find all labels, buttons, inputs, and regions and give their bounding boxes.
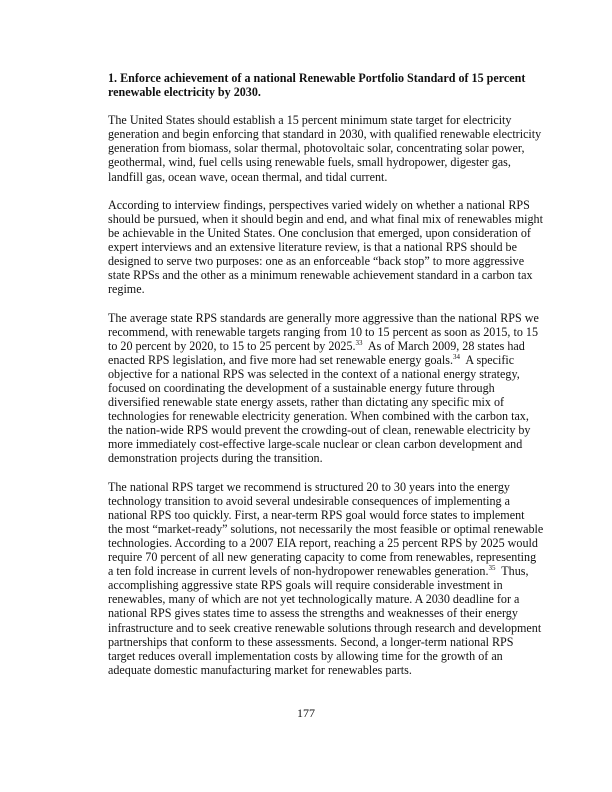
text-line: focused on coordinating the development of a sustainable energy future through xyxy=(108,380,495,395)
paragraph-national-rps-timing xyxy=(108,480,548,677)
text-line: more immediately cost-effective large-scale nuclear or clean carbon development and xyxy=(108,437,523,452)
text-line: The average state RPS standards are generally more aggressive than the national RPS we xyxy=(108,310,539,325)
text-line: national RPS too quickly. First, a near-term RPS goal would force states to implement xyxy=(108,507,525,522)
text-line: require 70 percent of all new generating capacity to come from renewables, representing xyxy=(108,550,537,565)
text-line: recommend, with renewable targets ranging from 10 to 15 percent as soon as 2015, to 15 xyxy=(108,324,539,339)
text-line: geothermal, wind, fuel cells using renewable fuels, small hydropower, digester gas, xyxy=(108,155,511,170)
paragraph-rps-target xyxy=(108,113,548,183)
footnote-ref-35[interactable]: 35 xyxy=(488,564,496,573)
text-line: technology transition to avoid several undesirable consequences of implementing a xyxy=(108,493,510,508)
text-line: regime. xyxy=(108,282,145,297)
text-line: the most “market-ready” solutions, not necessarily the most feasible or optimal renewable xyxy=(108,521,544,536)
text-line: enacted RPS legislation, and five more had set renewable energy goals.$^{34}$ A specific xyxy=(108,352,515,367)
page-body xyxy=(108,71,548,691)
text-line: infrastructure and to seek creative renewable solutions through research and development xyxy=(108,620,542,635)
text-line: should be pursued, when it should begin and end, and what final mix of renewables might xyxy=(108,211,543,226)
text-line: objective for a national RPS was selected in the context of a national energy strategy, xyxy=(108,366,520,381)
footnote-ref-33[interactable]: 33 xyxy=(355,338,363,347)
text-line: adequate domestic manufacturing market for renewables parts. xyxy=(108,662,412,677)
text-line: technologies. According to a 2007 EIA report, reaching a 25 percent RPS by 2025 would xyxy=(108,536,538,550)
text-line: the nation-wide RPS would prevent the crowding-out of clean, renewable electricity by xyxy=(108,423,531,438)
text-line: renewables, many of which are not yet technologically mature. A 2030 deadline for a xyxy=(108,592,520,607)
text-line: According to interview findings, perspectives varied widely on whether a national RPS xyxy=(108,197,530,212)
text-line: The national RPS target we recommend is structured 20 to 30 years into the energy xyxy=(108,479,510,494)
text-line: technologies for renewable electricity generation. When combined with the carbon tax, xyxy=(108,409,529,424)
text-line: designed to serve two purposes: one as an enforceable “back stop” to more aggressive xyxy=(108,254,525,269)
text-line: expert interviews and an extensive literature review, is that a national RPS should be xyxy=(108,240,517,255)
text-line: generation and begin enforcing that standard in 2030, with qualified renewable electricity xyxy=(108,127,542,142)
text-line: generation from biomass, solar thermal, photovoltaic solar, concentrating solar power, xyxy=(108,141,525,156)
text-line: demonstration projects during the transition. xyxy=(108,451,323,466)
text-line: diversified renewable state energy assets, rather than dictating any specific mix of xyxy=(108,395,505,410)
page-number: 177 xyxy=(297,706,315,720)
text-line: state RPSs and the other as a minimum renewable achievement standard in a carbon tax xyxy=(108,268,533,283)
text-line: to 20 percent by 2020, to 15 to 25 percent by 2025.33 As of March 2009, 28 states had xyxy=(108,338,525,353)
text-line: national RPS gives states time to assess the strengths and weaknesses of their energy xyxy=(108,606,518,621)
text-line: a ten fold increase in current levels of non-hydropower renewables generation.$^{35}$ Thus, xyxy=(108,564,529,579)
text-line: partnerships that conform to these assessments. Second, a longer-term national RPS xyxy=(108,634,514,649)
footnote-ref-34[interactable]: 34 xyxy=(453,352,461,361)
text-line: accomplishing aggressive state RPS goals will require considerable investment in xyxy=(108,578,503,593)
heading-line: 1. Enforce achievement of a national Renewable Portfolio Standard of 15 percent xyxy=(108,71,526,85)
text-line: landfill gas, ocean wave, ocean thermal, and tidal current. xyxy=(108,169,388,184)
paragraph-interview-findings xyxy=(108,198,548,297)
heading-line: renewable electricity by 2030. xyxy=(108,85,261,100)
text-line: The United States should establish a 15 percent minimum state target for electricity xyxy=(108,113,512,128)
text-line: target reduces overall implementation costs by allowing time for the growth of an xyxy=(108,648,503,663)
paragraph-state-rps-standards xyxy=(108,311,548,466)
section-heading xyxy=(108,71,548,99)
text-line: be achievable in the United States. One conclusion that emerged, upon consideration of xyxy=(108,225,531,240)
